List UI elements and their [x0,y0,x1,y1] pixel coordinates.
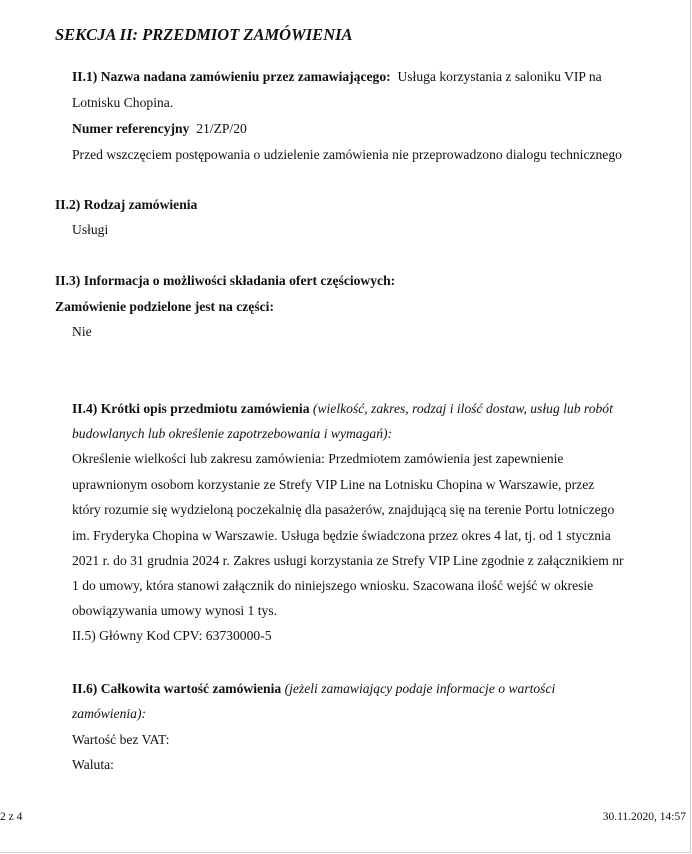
s24-heading [72,400,613,418]
s21-value-line1: Usługa korzystania z saloniku VIP na [397,69,602,84]
section-title: SEKCJA II: PRZEDMIOT ZAMÓWIENIA [55,25,353,44]
s26-note-line2: zamówienia): [72,706,147,721]
s21-label: II.1) Nazwa nadana zamówieniu przez zamawiającego: [72,69,391,84]
page-number: 2 z 4 [0,811,23,823]
s24-desc-line: uprawnionym osobom korzystanie ze Strefy VIP Line na Lotnisku Chopina w Warszawie, przez [72,477,595,492]
s24-desc-line: im. Fryderyka Chopina w Warszawie. Usługa będzie świadczona przez okres 4 lat, tj. od 1 stycznia [72,528,611,543]
s21-ref-label: Numer referencyjny [72,121,190,136]
s22-label: II.2) Rodzaj zamówienia [55,197,198,212]
s21-dialog-text: Przed wszczęciem postępowania o udzielenie zamówienia nie przeprowadzono dialogu technicznego [72,147,622,162]
s26-vat-label: Wartość bez VAT: [72,732,170,747]
s24-note-line1: (wielkość, zakres, rodzaj i ilość dostaw, usług lub robót [312,401,613,416]
s24-desc-line: 1 do umowy, która stanowi załącznik do niniejszego wniosku. Szacowana ilość wejść w okresie [72,578,594,593]
s22-value: Usługi [72,222,109,237]
s24-label: II.4) Krótki opis przedmiotu zamówienia [72,401,310,416]
s23-sub-label: Zamówienie podzielone jest na części: [55,299,274,314]
s23-label: II.3) Informacja o możliwości składania ofert częściowych: [55,273,396,288]
s24-desc-line: 2021 r. do 31 grudnia 2024 r. Zakres usługi korzystania ze Strefy VIP Line zgodnie z załącznikiem nr [72,553,624,568]
s26-note-line1: (jeżeli zamawiający podaje informacje o wartości [284,681,556,696]
s26-label: II.6) Całkowita wartość zamówienia [72,681,282,696]
s24-note-line2: budowlanych lub określenie zapotrzebowania i wymagań): [72,426,393,441]
s21-value-line2: Lotnisku Chopina. [72,95,174,110]
s23-value: Nie [72,324,92,339]
s24-desc-line: Określenie wielkości lub zakresu zamówienia: Przedmiotem zamówienia jest zapewnienie [72,451,564,466]
s21-ref-value: 21/ZP/20 [196,121,247,136]
print-datetime: 30.11.2020, 14:57 [602,811,686,823]
s24-desc-line: który rozumie się wydzieloną poczekalnię dla pasażerów, znajdującą się na terenie Portu lotniczego [72,502,615,517]
s26-heading [72,680,555,698]
s26-currency-label: Waluta: [72,757,114,772]
s24-desc-line: obowiązywania umowy wynosi 1 tys. [72,603,278,618]
s25-cpv: II.5) Główny Kod CPV: 63730000-5 [72,628,272,643]
s21-line1 [72,68,602,86]
s21-ref-line [72,120,247,138]
